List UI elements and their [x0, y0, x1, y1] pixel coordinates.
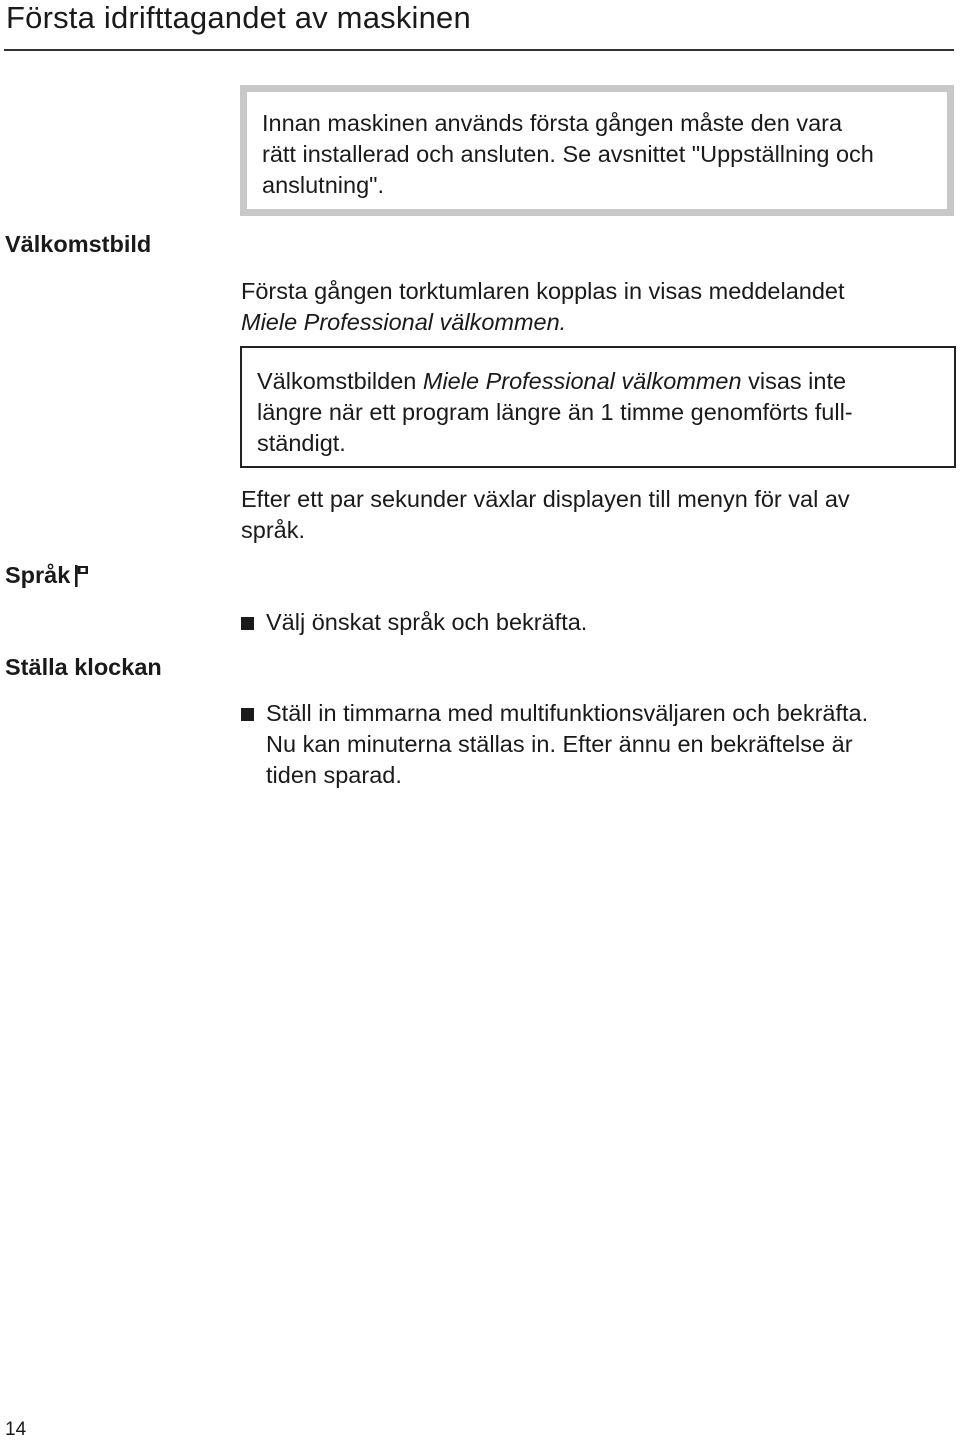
flag-icon [75, 564, 89, 595]
language-heading-label: Språk [5, 562, 71, 588]
installation-note-line: anslutning". [262, 172, 385, 198]
welcome-note-line: längre när ett program längre än 1 timme genomförts full- [257, 399, 853, 425]
installation-note-line: Innan maskinen används första gången måste den vara [262, 110, 843, 136]
welcome-message-name: Miele Professional välkommen. [241, 309, 567, 335]
welcome-note-line: ständigt. [257, 430, 346, 456]
language-step-text: Välj önskat språk och bekräfta. [266, 609, 588, 635]
installation-note-text [262, 108, 937, 201]
welcome-paragraph [241, 276, 941, 338]
installation-note-line: rätt installerad och ansluten. Se avsnittet "Uppställning och [262, 141, 874, 167]
welcome-note-text [257, 366, 944, 459]
bullet-icon [241, 617, 254, 630]
welcome-paragraph-line: Första gången torktumlaren kopplas in visas meddelandet [241, 278, 845, 304]
welcome-note-box [240, 346, 956, 468]
language-heading [5, 560, 89, 595]
bullet-icon [241, 708, 254, 721]
installation-note-box [240, 85, 954, 216]
clock-step-line: tiden sparad. [266, 762, 402, 788]
set-clock-heading: Ställa klockan [5, 654, 162, 680]
page-number: 14 [5, 1419, 27, 1440]
page-title: Första idrifttagandet av maskinen [6, 0, 471, 35]
language-menu-line: språk. [241, 517, 305, 543]
welcome-screen-heading: Välkomstbild [5, 231, 152, 257]
welcome-note-text-end: visas inte [741, 368, 847, 394]
language-menu-paragraph [241, 484, 941, 546]
language-menu-line: Efter ett par sekunder växlar displayen till menyn för val av [241, 486, 850, 512]
clock-step-text [266, 698, 956, 791]
list-item [241, 698, 956, 791]
welcome-note-italic: Miele Professional välkommen [422, 368, 742, 394]
welcome-note-text-start: Välkomstbilden [257, 368, 423, 394]
clock-step-line: Nu kan minuterna ställas in. Efter ännu en bekräftelse är [266, 731, 853, 757]
clock-step-line: Ställ in timmarna med multifunktionsväljaren och bekräfta. [266, 700, 869, 726]
title-divider [4, 49, 954, 51]
list-item [241, 607, 956, 638]
